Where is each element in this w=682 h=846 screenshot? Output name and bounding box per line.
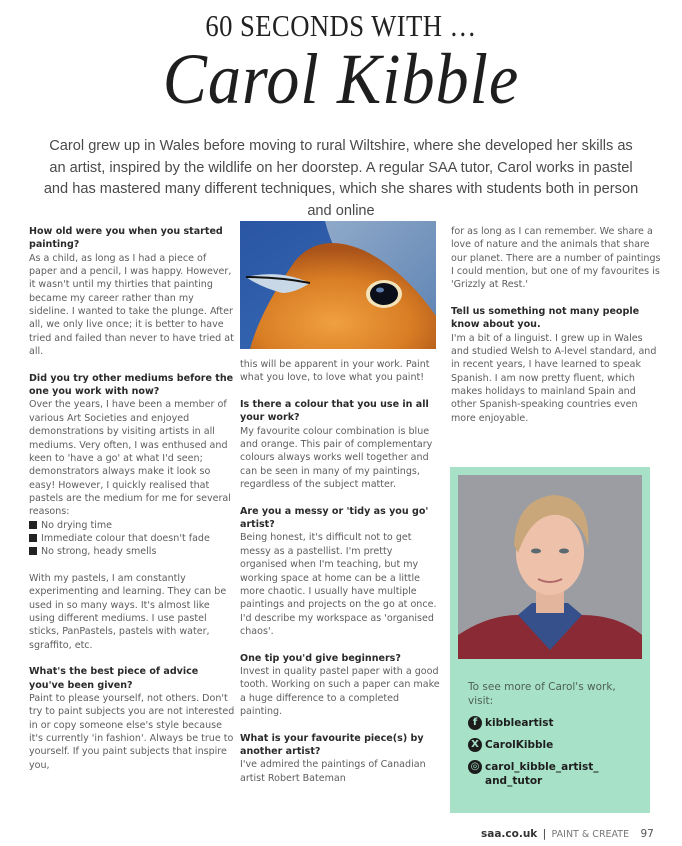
instagram-icon: ◎: [468, 760, 482, 774]
answer: Being honest, it's difficult not to get messy as a pastellist. I'm pretty organised when I'm teaching, but my working space at home can be a little more chaotic. I usually have multiple paintings and projects on the go at once. I'd describe my workspace as 'organised chaos'.: [240, 532, 437, 637]
facebook-handle[interactable]: kibbleartist: [485, 717, 554, 729]
column-1: [29, 225, 235, 772]
footer-site[interactable]: saa.co.uk: [481, 828, 538, 840]
answer: Paint to please yourself, not others. Don't try to paint subjects you are not interested in or copy someone else's style because it's currently 'in fashion'. Always be true to yourself. If you paint subjects that inspire you,: [29, 693, 235, 771]
answer: With my pastels, I am constantly experimenting and learning. They can be used in so many ways. It's almost like using different mediums. I use pastel sticks, PanPastels, pastels with water, sgraffito, etc.: [29, 572, 227, 651]
visit-text: To see more of Carol's work, visit:: [468, 681, 616, 707]
question: Are you a messy or 'tidy as you go' artist?: [240, 505, 429, 531]
answer: I'm a bit of a linguist. I grew up in Wales and studied Welsh to A-level standard, and in recent years, I have learned to speak Spanish. I am now pretty fluent, which makes holidays to mainland Spain and other Spanish-speaking countries even more enjoyable.: [451, 332, 657, 424]
question: Is there a colour that you use in all your work?: [240, 399, 429, 424]
bullet-square-icon: [29, 534, 37, 542]
question: How old were you when you started painting?: [29, 226, 223, 251]
answer: Invest in quality pastel paper with a good tooth. Working on such a paper can make a huge difference to a completed painting.: [240, 665, 440, 717]
column-3: [451, 225, 661, 425]
robin-painting-image: [240, 221, 436, 349]
x-twitter-icon: X: [468, 738, 482, 752]
bullet-item: No strong, heady smells: [29, 545, 235, 558]
answer: My favourite colour combination is blue and orange. This pair of complementary colours always works well together and can be seen in many of my paintings, regardless of the subject matter.: [240, 425, 433, 491]
answer: Over the years, I have been a member of various Art Societies and enjoyed demonstrations by visiting artists in all mediums. Very often, I was enthused and keen to 'have a go' at what I'd seen; demonstrators always make it look so easy! However, I quickly realised that pastels are the medium for me for several reasons:: [29, 399, 231, 518]
answer: As a child, as long as I had a piece of paper and a pencil, I was happy. However, it wasn't until my thirties that painting became my career rather than my sideline. I wanted to take the plunge. After all, we only live once; it is better to have tried and failed than never to have tried at all.: [29, 252, 234, 358]
profile-box: [450, 467, 650, 813]
question: What is your favourite piece(s) by another artist?: [240, 732, 424, 757]
question: What's the best piece of advice you've been given?: [29, 666, 199, 691]
question: One tip you'd give beginners?: [240, 652, 401, 664]
article-title: Carol Kibble: [162, 39, 520, 119]
article-kicker: 60 SECONDS WITH …: [205, 8, 477, 43]
x-handle[interactable]: CarolKibble: [485, 739, 554, 751]
social-x-link[interactable]: [468, 738, 643, 752]
bullet-item: Immediate colour that doesn't fade: [29, 532, 235, 545]
standfirst: Carol grew up in Wales before moving to rural Wiltshire, where she developed her skills as an artist, inspired by the wildlife on her doorstep. A regular SAA tutor, Carol works in pastel and has mastered many different techniques, which she shares with students both in person and online: [43, 138, 639, 219]
page-number: 97: [640, 828, 654, 840]
answer: this will be apparent in your work. Paint what you love, to love what you paint!: [240, 359, 430, 384]
social-facebook-link[interactable]: [468, 716, 643, 730]
question: Did you try other mediums before the one you work with now?: [29, 372, 234, 398]
answer: for as long as I can remember. We share a love of nature and the animals that share our planet. There are a number of paintings I could mention, but one of my favourites is 'Grizzly at Rest.': [451, 226, 661, 291]
bullet-square-icon: [29, 547, 37, 555]
instagram-handle[interactable]: carol_kibble_artist_ and_tutor: [485, 761, 599, 787]
column-2: [240, 358, 440, 785]
footer-separator: |: [542, 828, 547, 840]
social-instagram-link[interactable]: [468, 760, 643, 788]
portrait-photo: [458, 475, 642, 659]
footer-section: PAINT & CREATE: [551, 829, 630, 840]
answer: I've admired the paintings of Canadian artist Robert Bateman: [240, 759, 426, 784]
bullet-square-icon: [29, 521, 37, 529]
bullet-item: No drying time: [29, 519, 235, 532]
question: Tell us something not many people know about you.: [451, 306, 640, 331]
page-footer: [481, 828, 681, 840]
facebook-icon: f: [468, 716, 482, 730]
